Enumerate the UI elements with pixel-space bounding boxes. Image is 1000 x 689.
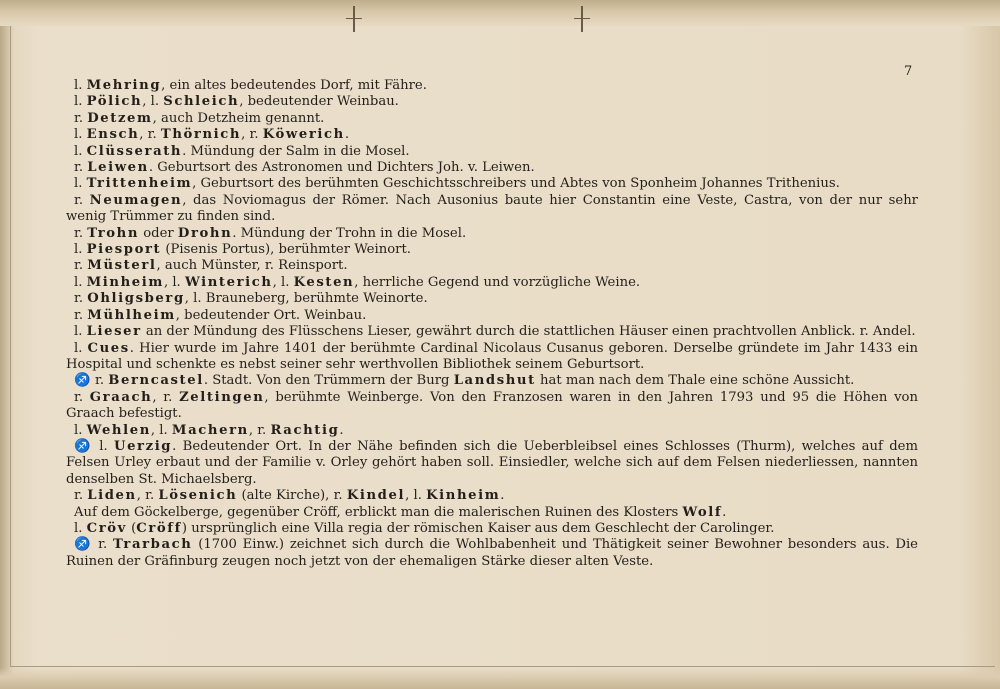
binding-stitch-right	[581, 6, 583, 32]
entry-text: ) ursprünglich eine Villa regia der römischen Kaiser aus dem Geschlecht der Carolinger.	[181, 520, 775, 536]
place-name: Landshut	[453, 373, 536, 389]
entry-text: l.	[74, 94, 87, 110]
entry-text: (Pisenis Portus), berühmter Weinort.	[161, 242, 411, 258]
entry-text: l.	[74, 324, 87, 340]
entry-paragraph	[66, 390, 918, 423]
place-name: Kesten	[293, 274, 355, 290]
binding-stitch-left	[353, 6, 355, 32]
entry-text: , bedeutender Weinbau.	[239, 94, 399, 110]
entry-paragraph	[66, 505, 918, 521]
entry-text: an der Mündung des Flüsschens Lieser, gewährt durch die stattlichen Häuser einen prachtvollen Anblick. r. Andel.	[141, 324, 916, 340]
entry-text: , r.	[248, 422, 271, 438]
entry-paragraph	[66, 144, 918, 160]
entry-text: , r.	[139, 127, 161, 143]
place-name: Clüsserath	[86, 143, 183, 159]
entry-text: r.	[74, 160, 88, 176]
place-name: Trarbach	[112, 537, 193, 553]
entry-paragraph	[66, 341, 918, 374]
entry-text: , l. Brauneberg, berühmte Weinorte.	[184, 291, 428, 307]
place-name: Cröff	[136, 520, 182, 536]
entry-text: .	[344, 127, 350, 143]
entry-text: , l.	[142, 94, 164, 110]
entry-paragraph	[66, 275, 918, 291]
entry-text: r.	[74, 110, 88, 126]
place-name: Kindel	[346, 488, 406, 504]
entry-paragraph	[66, 488, 918, 504]
entry-text: . Geburtsort des Astronomen und Dichters Joh. v. Leiwen.	[148, 160, 535, 176]
entry-text: l.	[74, 274, 87, 290]
entry-text: , l.	[272, 274, 294, 290]
place-name: Uerzig	[113, 438, 173, 454]
entry-paragraph	[66, 226, 918, 242]
place-name: Rachtig	[270, 422, 340, 438]
place-name: Ensch	[86, 127, 140, 143]
place-name: Graach	[89, 389, 153, 405]
entry-text: r.	[74, 258, 88, 274]
entry-text: (	[126, 520, 137, 536]
place-name: Köwerich	[262, 127, 345, 143]
page-top-edge	[0, 0, 1000, 26]
entry-text: r.	[74, 291, 88, 307]
binding-stitch-left-bar	[346, 18, 362, 19]
entry-paragraph	[66, 423, 918, 439]
entry-text: r.	[74, 389, 90, 405]
place-name: Mühlheim	[87, 307, 176, 323]
entry-text: l.	[74, 143, 87, 159]
entry-paragraph	[66, 78, 918, 94]
entry-text: l.	[74, 242, 87, 258]
place-name: Lieser	[86, 324, 142, 340]
entry-text: l.	[74, 422, 87, 438]
place-name: Cröv	[86, 520, 127, 536]
entry-text: . Mündung der Trohn in die Mosel.	[232, 225, 467, 241]
entry-text: .	[500, 488, 505, 504]
place-name: Müsterl	[87, 258, 157, 274]
entry-text: , bedeutender Ort. Weinbau.	[175, 307, 367, 323]
entry-text: , Geburtsort des berühmten Geschichtsschreibers und Abtes von Sponheim Johannes Trithenius.	[192, 176, 840, 192]
place-name: Schleich	[163, 94, 240, 110]
entry-text: r.	[74, 307, 88, 323]
entry-paragraph	[66, 176, 918, 192]
landmark-mark-icon: ♐	[74, 373, 96, 389]
entry-text: . Mündung der Salm in die Mosel.	[182, 143, 410, 159]
entry-text: l.	[74, 176, 87, 192]
entry-text: , r.	[152, 389, 180, 405]
entry-paragraph	[66, 242, 918, 258]
place-name: Drohn	[177, 225, 233, 241]
entry-paragraph	[66, 160, 918, 176]
entry-text: , auch Münster, r. Reinsport.	[156, 258, 348, 274]
place-name: Trohn	[87, 225, 140, 241]
entry-text: , l.	[163, 274, 185, 290]
entry-text: (1700 Einw.) zeichnet sich durch die Wohlbabenheit und Thätigkeit seiner Bewohner besonders aus. Die Ruinen der Gräfinburg zeugen noch jetzt von der ehemaligen Stärke dieser alten Veste.	[66, 537, 918, 569]
entry-text: r.	[74, 225, 88, 241]
landmark-mark-icon: ♐	[74, 537, 99, 553]
entry-text: Auf dem Göckelberge, gegenüber Cröff, erblickt man die malerischen Ruinen des Klosters	[74, 504, 683, 520]
place-name: Ohligsberg	[87, 291, 185, 307]
entry-text: , r.	[241, 127, 263, 143]
place-name: Winterich	[184, 274, 273, 290]
entry-paragraph	[66, 291, 918, 307]
place-name: Berncastel	[108, 373, 204, 389]
entry-text: r.	[74, 192, 90, 208]
entry-paragraph	[66, 324, 918, 340]
entry-paragraph	[66, 537, 918, 570]
entry-text: l.	[74, 340, 88, 356]
place-name: Detzem	[87, 110, 153, 126]
page-number: 7	[904, 64, 913, 79]
entry-paragraph	[66, 258, 918, 274]
entry-text: , berühmte Weinberge. Von den Franzosen waren in den Jahren 1793 und 95 die Höhen von Graach befestigt.	[66, 389, 918, 422]
entry-text: r.	[95, 373, 109, 389]
entry-text: r.	[74, 488, 88, 504]
entry-text: oder	[139, 225, 178, 241]
place-name: Kinheim	[426, 488, 501, 504]
entry-text: (alte Kirche), r.	[237, 488, 347, 504]
place-name: Mehring	[86, 78, 162, 93]
entry-paragraph	[66, 127, 918, 143]
page-bottom-edge	[0, 667, 1000, 689]
entry-text: l.	[74, 520, 87, 536]
place-name: Wolf	[682, 504, 723, 520]
entry-paragraph	[66, 439, 918, 488]
entry-text: . Hier wurde im Jahre 1401 der berühmte Cardinal Nicolaus Cusanus geboren. Derselbe gründete im Jahr 1433 ein Hospital und schenkte es nebst seiner sehr werthvollen Bibliothek seinem Geburtsort.	[66, 340, 918, 372]
entry-text: , l.	[150, 422, 172, 438]
entry-text: , r.	[136, 488, 159, 504]
place-name: Trittenheim	[86, 176, 193, 192]
binding-stitch-right-bar	[574, 18, 590, 19]
entry-text: , herrliche Gegend und vorzügliche Weine.	[354, 274, 641, 290]
page-border-left	[10, 26, 11, 666]
entry-text: hat man nach dem Thale eine schöne Aussicht.	[535, 373, 855, 389]
place-name: Liden	[87, 488, 137, 504]
page-text-body	[66, 78, 918, 570]
entry-paragraph	[66, 94, 918, 110]
entry-paragraph	[66, 521, 918, 537]
entry-text: .	[339, 422, 344, 438]
entry-text: l.	[74, 78, 87, 93]
place-name: Pölich	[86, 94, 143, 110]
entry-text: , das Noviomagus der Römer. Nach Ausonius baute hier Constantin eine Veste, Castra, von der nur sehr wenig Trümmer zu finden sind.	[66, 192, 918, 225]
place-name: Thörnich	[160, 127, 242, 143]
place-name: Wehlen	[86, 422, 151, 438]
entry-text: , ein altes bedeutendes Dorf, mit Fähre.	[161, 78, 427, 93]
page-border-bottom	[10, 666, 995, 667]
entry-paragraph	[66, 308, 918, 324]
entry-text: l.	[74, 127, 87, 143]
place-name: Minheim	[86, 274, 164, 290]
entry-text: l.	[99, 438, 114, 454]
place-name: Lösenich	[158, 488, 238, 504]
place-name: Leiwen	[87, 160, 149, 176]
entry-text: .	[722, 504, 727, 520]
entry-text: , auch Detzheim genannt.	[152, 110, 325, 126]
landmark-mark-icon: ♐	[74, 438, 100, 454]
place-name: Piesport	[86, 242, 162, 258]
entry-paragraph	[66, 111, 918, 127]
place-name: Machern	[171, 422, 249, 438]
place-name: Zeltingen	[179, 389, 265, 405]
place-name: Cues	[87, 340, 130, 356]
entry-text: r.	[98, 537, 113, 553]
place-name: Neumagen	[89, 192, 183, 208]
entry-text: , l.	[405, 488, 427, 504]
entry-paragraph	[66, 193, 918, 226]
entry-paragraph	[66, 373, 918, 389]
entry-text: . Bedeutender Ort. In der Nähe befinden sich die Ueberbleibsel eines Schlosses (Thurm), welches auf dem Felsen Urley erbaut und der Familie v. Orley gehört haben soll. Einsiedler, welche sich auf dem Felsen niederliessen, nannten denselben St. Michaelsberg.	[66, 438, 918, 487]
entry-text: . Stadt. Von den Trümmern der Burg	[203, 373, 454, 389]
